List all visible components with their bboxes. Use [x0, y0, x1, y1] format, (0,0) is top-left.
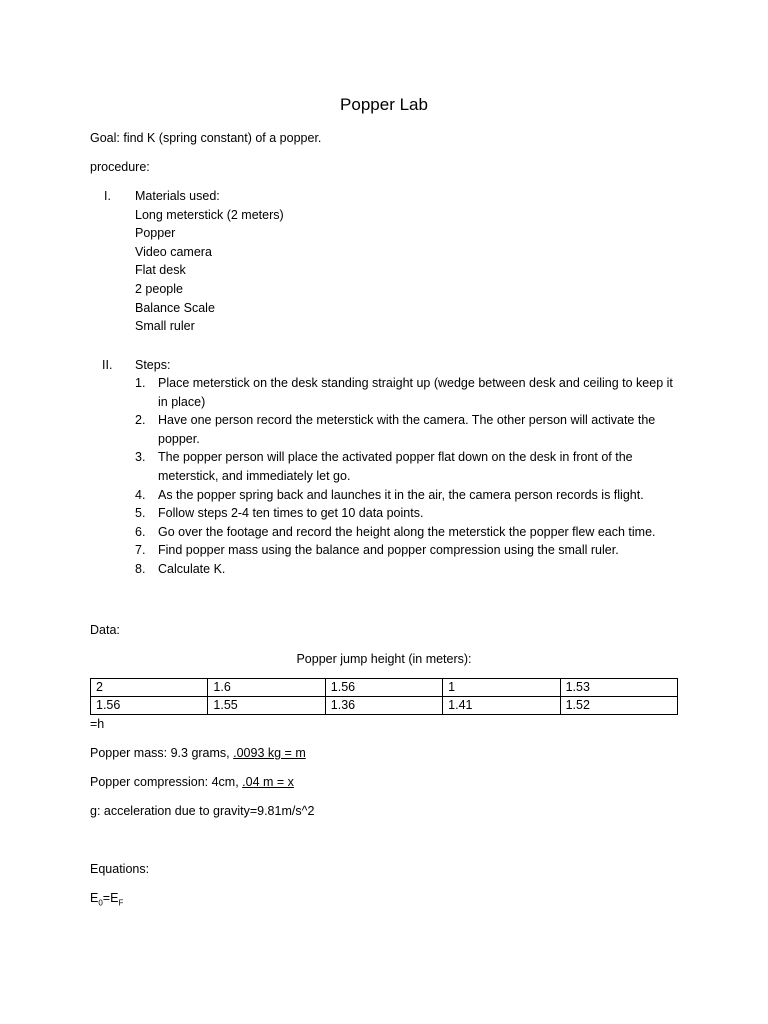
step-text: Place meterstick on the desk standing straight up (wedge between desk and ceiling to keep it in place) [158, 376, 673, 409]
table-cell: 1.41 [443, 697, 560, 715]
table-cell: 1.56 [91, 697, 208, 715]
equations-label: Equations: [90, 862, 150, 876]
step-number: 4. [135, 487, 146, 502]
table-row [91, 679, 678, 697]
step-item [135, 411, 680, 448]
equation-left-sub: 0 [98, 898, 103, 908]
table-cell: 1.36 [325, 697, 442, 715]
gravity-line: g: acceleration due to gravity=9.81m/s^2 [90, 804, 315, 818]
step-text: Calculate K. [158, 561, 226, 576]
table-cell: 1.52 [560, 697, 677, 715]
material-item: Small ruler [135, 319, 195, 334]
step-text: Follow steps 2-4 ten times to get 10 data points. [158, 506, 424, 521]
step-text: Have one person record the meterstick with the camera. The other person will activate the popper. [158, 413, 656, 446]
step-item [135, 523, 680, 542]
material-item: Balance Scale [135, 300, 215, 315]
table-cell: 1.55 [208, 697, 325, 715]
table-cell: 2 [91, 679, 208, 697]
material-item: Video camera [135, 244, 212, 259]
equation-mid: =E [102, 891, 119, 905]
step-item [135, 541, 680, 560]
step-item [135, 486, 680, 505]
material-item: 2 people [135, 281, 183, 296]
step-text: Find popper mass using the balance and popper compression using the small ruler. [158, 543, 619, 558]
mass-value: .0093 kg = m [233, 746, 306, 760]
page-title: Popper Lab [340, 95, 428, 114]
step-item [135, 374, 680, 411]
step-text: The popper person will place the activated popper flat down on the desk in front of the meterstick, and immediately let go. [158, 450, 633, 483]
table-row [91, 697, 678, 715]
compression-value: .04 m = x [242, 775, 294, 789]
step-item [135, 504, 680, 523]
step-number: 7. [135, 543, 146, 558]
data-label: Data: [90, 623, 120, 637]
table-cell: 1.56 [325, 679, 442, 697]
h-label: =h [90, 717, 105, 731]
step-number: 1. [135, 376, 146, 390]
step-text: As the popper spring back and launches it in the air, the camera person records is flight. [158, 487, 644, 502]
step-item [135, 448, 680, 485]
goal-text: Goal: find K (spring constant) of a popper. [90, 131, 322, 145]
step-number: 5. [135, 506, 146, 521]
table-cell: 1.53 [560, 679, 677, 697]
compression-line [90, 773, 294, 792]
section-1-numeral: I. [104, 189, 111, 203]
table-cell: 1 [443, 679, 560, 697]
step-text: Go over the footage and record the height along the meterstick the popper flew each time. [158, 524, 656, 539]
step-number: 2. [135, 413, 146, 428]
table-caption: Popper jump height (in meters): [296, 652, 472, 666]
steps-list [135, 374, 680, 579]
step-number: 8. [135, 561, 146, 576]
material-item: Long meterstick (2 meters) [135, 207, 284, 222]
mass-prefix: Popper mass: 9.3 grams, [90, 746, 234, 760]
table-cell: 1.6 [208, 679, 325, 697]
energy-equation [90, 889, 123, 908]
section-2-numeral: II. [102, 358, 113, 372]
step-item [135, 560, 680, 579]
mass-line [90, 744, 306, 763]
procedure-label: procedure: [90, 160, 150, 174]
equation-left: E [90, 891, 99, 905]
step-number: 6. [135, 524, 146, 539]
material-item: Popper [135, 226, 176, 241]
material-item: Flat desk [135, 263, 186, 278]
materials-heading: Materials used: [135, 189, 220, 203]
steps-heading: Steps: [135, 358, 171, 372]
step-number: 3. [135, 450, 146, 465]
compression-prefix: Popper compression: 4cm, [90, 775, 243, 789]
materials-list [135, 187, 284, 336]
jump-height-table [90, 678, 678, 715]
equation-right-sub: F [118, 898, 124, 908]
